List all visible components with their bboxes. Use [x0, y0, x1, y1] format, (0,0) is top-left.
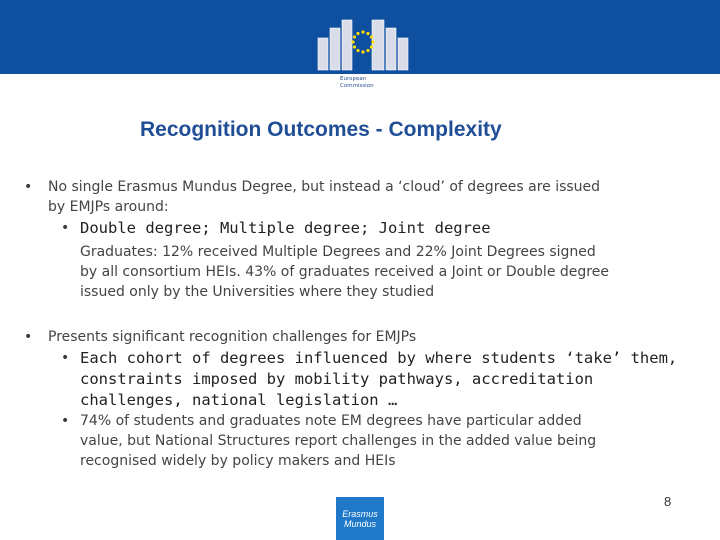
bullet2-sub1-line1: Each cohort of degrees influenced by where students ‘take’ them, [80, 349, 678, 367]
bullet2-sub2-line2: value, but National Structures report challenges in the added value being [80, 433, 597, 449]
logo-caption: European Commission [340, 76, 374, 89]
bullet1-detail-line3: issued only by the Universities where they studied [80, 284, 435, 300]
sub-bullet-marker: • [61, 220, 70, 236]
bullet2-line1: Presents significant recognition challenges for EMJPs [48, 329, 417, 345]
bullet1-line2: by EMJPs around: [48, 199, 169, 215]
bullet1-sub1: Double degree; Multiple degree; Joint degree [80, 219, 491, 237]
bullet-marker: • [24, 179, 33, 195]
bullet2-sub2-line3: recognised widely by policy makers and HEIs [80, 453, 396, 469]
bullet2-sub1-line2: constraints imposed by mobility pathways, accreditation [80, 370, 594, 388]
page-number: 8 [664, 494, 672, 509]
sub-bullet-marker: • [61, 350, 70, 366]
bullet1-detail-line2: by all consortium HEIs. 43% of graduates received a Joint or Double degree [80, 264, 609, 280]
bullet2-sub1-line3: challenges, national legislation … [80, 391, 398, 409]
slide-title: Recognition Outcomes - Complexity [140, 118, 502, 141]
sub-bullet-marker: • [61, 413, 70, 429]
bullet1-detail-line1: Graduates: 12% received Multiple Degrees and 22% Joint Degrees signed [80, 244, 596, 260]
erasmus-mundus-logo: Erasmus Mundus [336, 497, 384, 540]
bullet2-sub2-line1: 74% of students and graduates note EM degrees have particular added [80, 413, 582, 429]
bullet1-line1: No single Erasmus Mundus Degree, but instead a ‘cloud’ of degrees are issued [48, 179, 601, 195]
bullet-marker: • [24, 329, 33, 345]
